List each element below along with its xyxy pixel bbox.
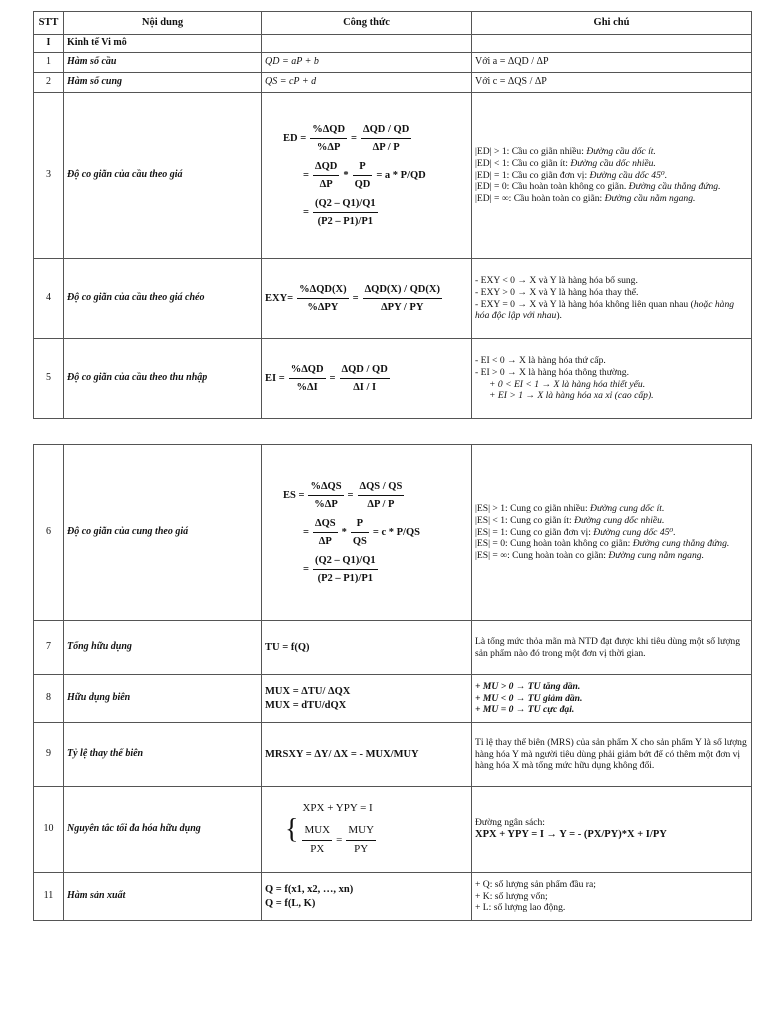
fraction-numerator: %ΔQD	[289, 363, 326, 379]
section-number: I	[34, 35, 64, 53]
table-row	[34, 339, 752, 419]
row-note: + Q: số lượng sản phẩm đầu ra; + K: số lượng vốn; + L: số lượng lao động.	[472, 873, 752, 921]
fraction-numerator: (Q2 – Q1)/Q1	[313, 197, 378, 213]
table-row	[34, 259, 752, 339]
row-title: Độ co giãn của cầu theo giá chéo	[64, 259, 262, 339]
fraction-numerator: %ΔQS	[308, 480, 343, 496]
row-formula: Q = f(x1, x2, …, xn) Q = f(L, K)	[262, 873, 472, 921]
formula-lhs: ES =	[283, 489, 305, 501]
fraction-numerator: ΔQD	[313, 160, 339, 176]
row-number: 11	[34, 873, 64, 921]
table-row	[34, 445, 752, 621]
formula-tail: = a * P/QD	[376, 169, 426, 181]
fraction-denominator: PY	[354, 842, 369, 855]
row-note: Với c = ΔQS / ΔP	[472, 73, 752, 93]
row-title: Hàm số cung	[64, 73, 262, 93]
fraction-denominator: PX	[310, 842, 325, 855]
fraction-denominator: ΔP	[319, 179, 333, 190]
row-formula: MUX = ΔTU/ ΔQX MUX = dTU/dQX	[262, 675, 472, 723]
row-formula: EXY= %ΔQD(X) %ΔPY = ΔQD(X) / QD(X) ΔPY / PY	[262, 259, 472, 339]
fraction-numerator: %ΔQD	[310, 123, 347, 139]
row-number: 6	[34, 445, 64, 621]
fraction-denominator: ΔP	[318, 536, 332, 547]
fraction-denominator: QD	[354, 179, 371, 190]
fraction-denominator: (P2 – P1)/P1	[317, 216, 374, 228]
table-row	[34, 675, 752, 723]
row-number: 7	[34, 621, 64, 675]
row-number: 10	[34, 787, 64, 873]
fraction-numerator: ΔQD / QD	[361, 123, 411, 139]
fraction-numerator: MUX	[302, 824, 332, 841]
fraction-denominator: ΔPY / PY	[381, 302, 424, 313]
row-note: Là tổng mức thỏa mãn mà NTD đạt được khi tiêu dùng một số lượng sản phẩm nào đó trong một đơn vị thời gian.	[472, 621, 752, 675]
header-formula: Công thức	[262, 12, 472, 35]
formula-lhs: EXY=	[265, 292, 294, 304]
row-number: 9	[34, 723, 64, 787]
table-row	[34, 787, 752, 873]
row-title: Độ co giãn của cung theo giá	[64, 445, 262, 621]
table-row	[34, 53, 752, 73]
formula-tail: = c * P/QS	[372, 526, 420, 538]
row-title: Độ co giãn của cầu theo giá	[64, 93, 262, 259]
fraction-numerator: ΔQS / QS	[358, 480, 405, 496]
header-content: Nội dung	[64, 12, 262, 35]
row-number: 8	[34, 675, 64, 723]
row-note: |ED| > 1: Cầu co giãn nhiều: Đường cầu dốc ít. |ED| < 1: Cầu co giãn ít: Đường cầu dốc nhiều. |ED| = 1: Cầu co giãn đơn vị: Đường cầu dốc 45⁰. |ED| = 0: Cầu hoàn toàn không co giãn. Đường cầu thẳng đứng. |ED| = ∞: Cầu hoàn toàn co giãn: Đường cầu nằm ngang.	[472, 93, 752, 259]
row-formula: { XPX + YPY = I MUX PX = MUY PY	[262, 787, 472, 873]
row-title: Tổng hữu dụng	[64, 621, 262, 675]
table-header-row	[34, 12, 752, 35]
table-row	[34, 93, 752, 259]
fraction-denominator: %ΔP	[316, 141, 341, 153]
system-brace: {	[285, 813, 299, 845]
row-formula: QS = cP + d	[262, 73, 472, 93]
row-title: Tỷ lệ thay thế biên	[64, 723, 262, 787]
section-label: Kinh tế Vi mô	[64, 35, 262, 53]
fraction-denominator: %ΔPY	[307, 302, 339, 313]
fraction-numerator: ΔQS	[313, 517, 338, 533]
row-title: Hàm sản xuất	[64, 873, 262, 921]
fraction-denominator: (P2 – P1)/P1	[317, 573, 374, 585]
row-note: - EI < 0 → X là hàng hóa thứ cấp. - EI > 0 → X là hàng hóa thông thường. + 0 < EI < 1 → X là hàng hóa thiết yếu. + EI > 1 → X là hàng hóa xa xỉ (cao cấp).	[472, 339, 752, 419]
fraction-numerator: ΔQD(X) / QD(X)	[363, 283, 442, 299]
fraction-denominator: ΔP / P	[372, 141, 400, 153]
formula-table-part-1	[33, 11, 752, 419]
row-title: Hàm số cầu	[64, 53, 262, 73]
formula-lhs: EI =	[265, 372, 285, 384]
section-row	[34, 35, 752, 53]
fraction-denominator: ΔI / I	[353, 382, 377, 393]
fraction-numerator: P	[353, 160, 373, 176]
table-row	[34, 621, 752, 675]
row-formula: EI = %ΔQD %ΔI = ΔQD / QD ΔI / I	[262, 339, 472, 419]
row-note: Đường ngân sách: XPX + YPY = I → Y = - (PX/PY)*X + I/PY	[472, 787, 752, 873]
fraction-denominator: %ΔI	[296, 382, 318, 393]
row-formula: TU = f(Q)	[262, 621, 472, 675]
formula-lhs: ED =	[283, 132, 307, 144]
fraction-denominator: %ΔP	[314, 498, 338, 510]
row-note: - EXY < 0 → X và Y là hàng hóa bổ sung. - EXY > 0 → X và Y là hàng hóa thay thế. - EXY = 0 → X và Y là hàng hóa không liên quan nhau (hoặc hàng hóa độc lập với nhau).	[472, 259, 752, 339]
row-formula: QD = aP + b	[262, 53, 472, 73]
formula-table-part-2	[33, 444, 752, 921]
fraction-denominator: QS	[352, 536, 367, 547]
row-title: Nguyên tắc tối đa hóa hữu dụng	[64, 787, 262, 873]
row-note: + MU > 0 → TU tăng dần. + MU < 0 → TU giảm dần. + MU = 0 → TU cực đại.	[472, 675, 752, 723]
row-note: |ES| > 1: Cung co giãn nhiều: Đường cung dốc ít. |ES| < 1: Cung co giãn ít: Đường cung dốc nhiều. |ES| = 1: Cung co giãn đơn vị: Đường cung dốc 45⁰. |ES| = 0: Cung hoàn toàn không co giãn: Đường cung thẳng đứng. |ES| = ∞: Cung hoàn toàn co giãn: Đường cung nằm ngang.	[472, 445, 752, 621]
row-title: Độ co giãn của cầu theo thu nhập	[64, 339, 262, 419]
row-note: Tỉ lệ thay thế biên (MRS) của sản phẩm X cho sản phẩm Y là số lượng hàng hóa Y mà người tiêu dùng phải giảm bớt để có thêm một đơn vị hàng hóa X mà tổng mức hữu dụng không đổi.	[472, 723, 752, 787]
fraction-numerator: P	[351, 517, 369, 533]
row-number: 1	[34, 53, 64, 73]
row-number: 2	[34, 73, 64, 93]
table-row	[34, 873, 752, 921]
fraction-denominator: ΔP / P	[367, 498, 395, 510]
row-note: Với a = ΔQD / ΔP	[472, 53, 752, 73]
header-stt: STT	[34, 12, 64, 35]
row-number: 4	[34, 259, 64, 339]
fraction-numerator: %ΔQD(X)	[297, 283, 348, 299]
row-number: 3	[34, 93, 64, 259]
row-title: Hữu dụng biên	[64, 675, 262, 723]
row-formula: ED = %ΔQD %ΔP = ΔQD / QD ΔP / P = ΔQD ΔP * $\frac{P}{QD}$ = a * P/QD = $\frac{(Q2 - Q1)/Q1}{(P2 - P1)/P1}$	[262, 93, 472, 259]
row-number: 5	[34, 339, 64, 419]
table-row	[34, 73, 752, 93]
fraction-numerator: MUY	[346, 824, 376, 841]
row-formula: ES = %ΔQS %ΔP = ΔQS / QS ΔP / P = ΔQS ΔP * $\frac{P}{QS}$ = c * P/QS = $\frac{(Q2 - Q1)/Q1}{(P2 - P1)/P1}$	[262, 445, 472, 621]
header-note: Ghi chú	[472, 12, 752, 35]
fraction-numerator: (Q2 – Q1)/Q1	[313, 554, 378, 570]
row-formula: MRSXY = ΔY/ ΔX = - MUX/MUY	[262, 723, 472, 787]
table-row	[34, 723, 752, 787]
fraction-numerator: ΔQD / QD	[340, 363, 390, 379]
